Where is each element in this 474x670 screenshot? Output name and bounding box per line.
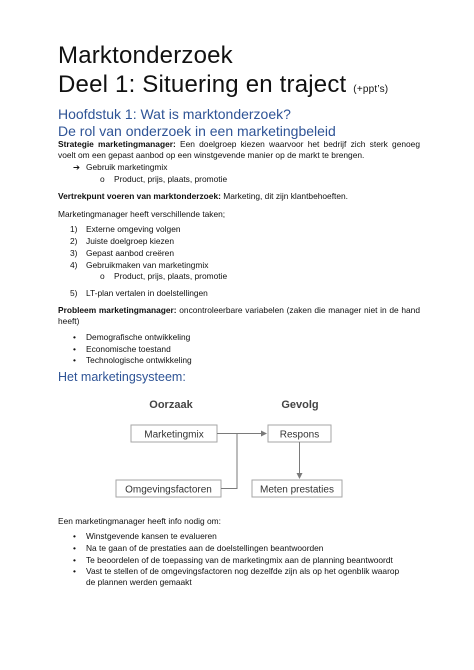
box-marketingmix-label: Marketingmix: [144, 429, 204, 441]
bullet-icon: •: [73, 566, 76, 576]
list-item: Externe omgeving volgen: [86, 224, 181, 234]
tasks-sub-item: Product, prijs, plaats, promotie: [114, 271, 228, 281]
system-heading: Het marketingsysteem:: [58, 370, 186, 384]
list-item: Vast te stellen of de omgevingsfactoren nog dezelfde zijn als op het ogenblik waarop: [86, 566, 400, 576]
column-label-oorzaak: Oorzaak: [149, 399, 193, 411]
list-item: Technologische ontwikkeling: [86, 355, 192, 365]
list-item: Demografische ontwikkeling: [86, 332, 191, 342]
list-number: 4): [70, 260, 78, 270]
list-item: Winstgevende kansen te evalueren: [86, 531, 217, 541]
page-title: Marktonderzoek: [58, 42, 233, 69]
list-item: Na te gaan of de prestaties aan de doelstellingen beantwoorden: [86, 543, 324, 553]
arrow-icon: ➔: [73, 162, 81, 172]
circle-bullet-icon: o: [100, 174, 105, 184]
list-number: 1): [70, 224, 78, 234]
chapter-heading: Hoofdstuk 1: Wat is marktonderzoek?: [58, 106, 291, 122]
list-item: Te beoordelen of de toepassing van de marketingmix aan de planning beantwoordt: [86, 555, 393, 565]
probleem-text: oncontroleerbare variabelen (zaken die manager niet in de hand heeft): [58, 305, 420, 326]
list-item: Economische toestand: [86, 344, 171, 354]
connector-omgeving: [221, 434, 237, 489]
bullet-icon: •: [73, 344, 76, 354]
list-item: Juiste doelgroep kiezen: [86, 236, 174, 246]
subtitle-suffix: (+ppt’s): [353, 84, 389, 95]
vertrekpunt-text: Marketing, dit zijn klantbehoeften.: [223, 191, 349, 201]
list-number: 2): [70, 236, 78, 246]
circle-bullet-icon: o: [100, 271, 105, 281]
strategy-label: Strategie marketingmanager:: [58, 139, 176, 149]
strategy-arrow-item: Gebruik marketingmix: [86, 162, 168, 172]
tasks-intro: Marketingmanager heeft verschillende taken;: [58, 209, 226, 219]
section-heading: De rol van onderzoek in een marketingbeleid: [58, 123, 336, 139]
list-item: Gebruikmaken van marketingmix: [86, 260, 209, 270]
list-number: 5): [70, 288, 78, 298]
list-item: LT-plan vertalen in doelstellingen: [86, 288, 208, 298]
subtitle-text: Deel 1: Situering en traject: [58, 71, 347, 98]
strategy-text: Een doelgroep kiezen waarvoor het bedrijf zich sterk genoeg voelt om een gepast aanbod op een winstgevende manier op de markt te brengen.: [58, 139, 420, 160]
probleem-label: Probleem marketingmanager:: [58, 305, 177, 315]
list-item-continuation: de plannen werden gemaakt: [86, 577, 192, 587]
list-number: 3): [70, 248, 78, 258]
vertrekpunt-label: Vertrekpunt voeren van marktonderzoek:: [58, 191, 221, 201]
bullet-icon: •: [73, 355, 76, 365]
bullet-icon: •: [73, 555, 76, 565]
strategy-sub-item: Product, prijs, plaats, promotie: [114, 174, 228, 184]
box-meten-prestaties-label: Meten prestaties: [260, 484, 334, 496]
box-respons-label: Respons: [279, 429, 320, 441]
column-label-gevolg: Gevolg: [281, 399, 319, 411]
box-omgevingsfactoren-label: Omgevingsfactoren: [125, 484, 212, 496]
bullet-icon: •: [73, 531, 76, 541]
bullet-icon: •: [73, 543, 76, 553]
bullet-icon: •: [73, 332, 76, 342]
info-intro: Een marketingmanager heeft info nodig om:: [58, 516, 221, 526]
list-item: Gepast aanbod creëren: [86, 248, 174, 258]
